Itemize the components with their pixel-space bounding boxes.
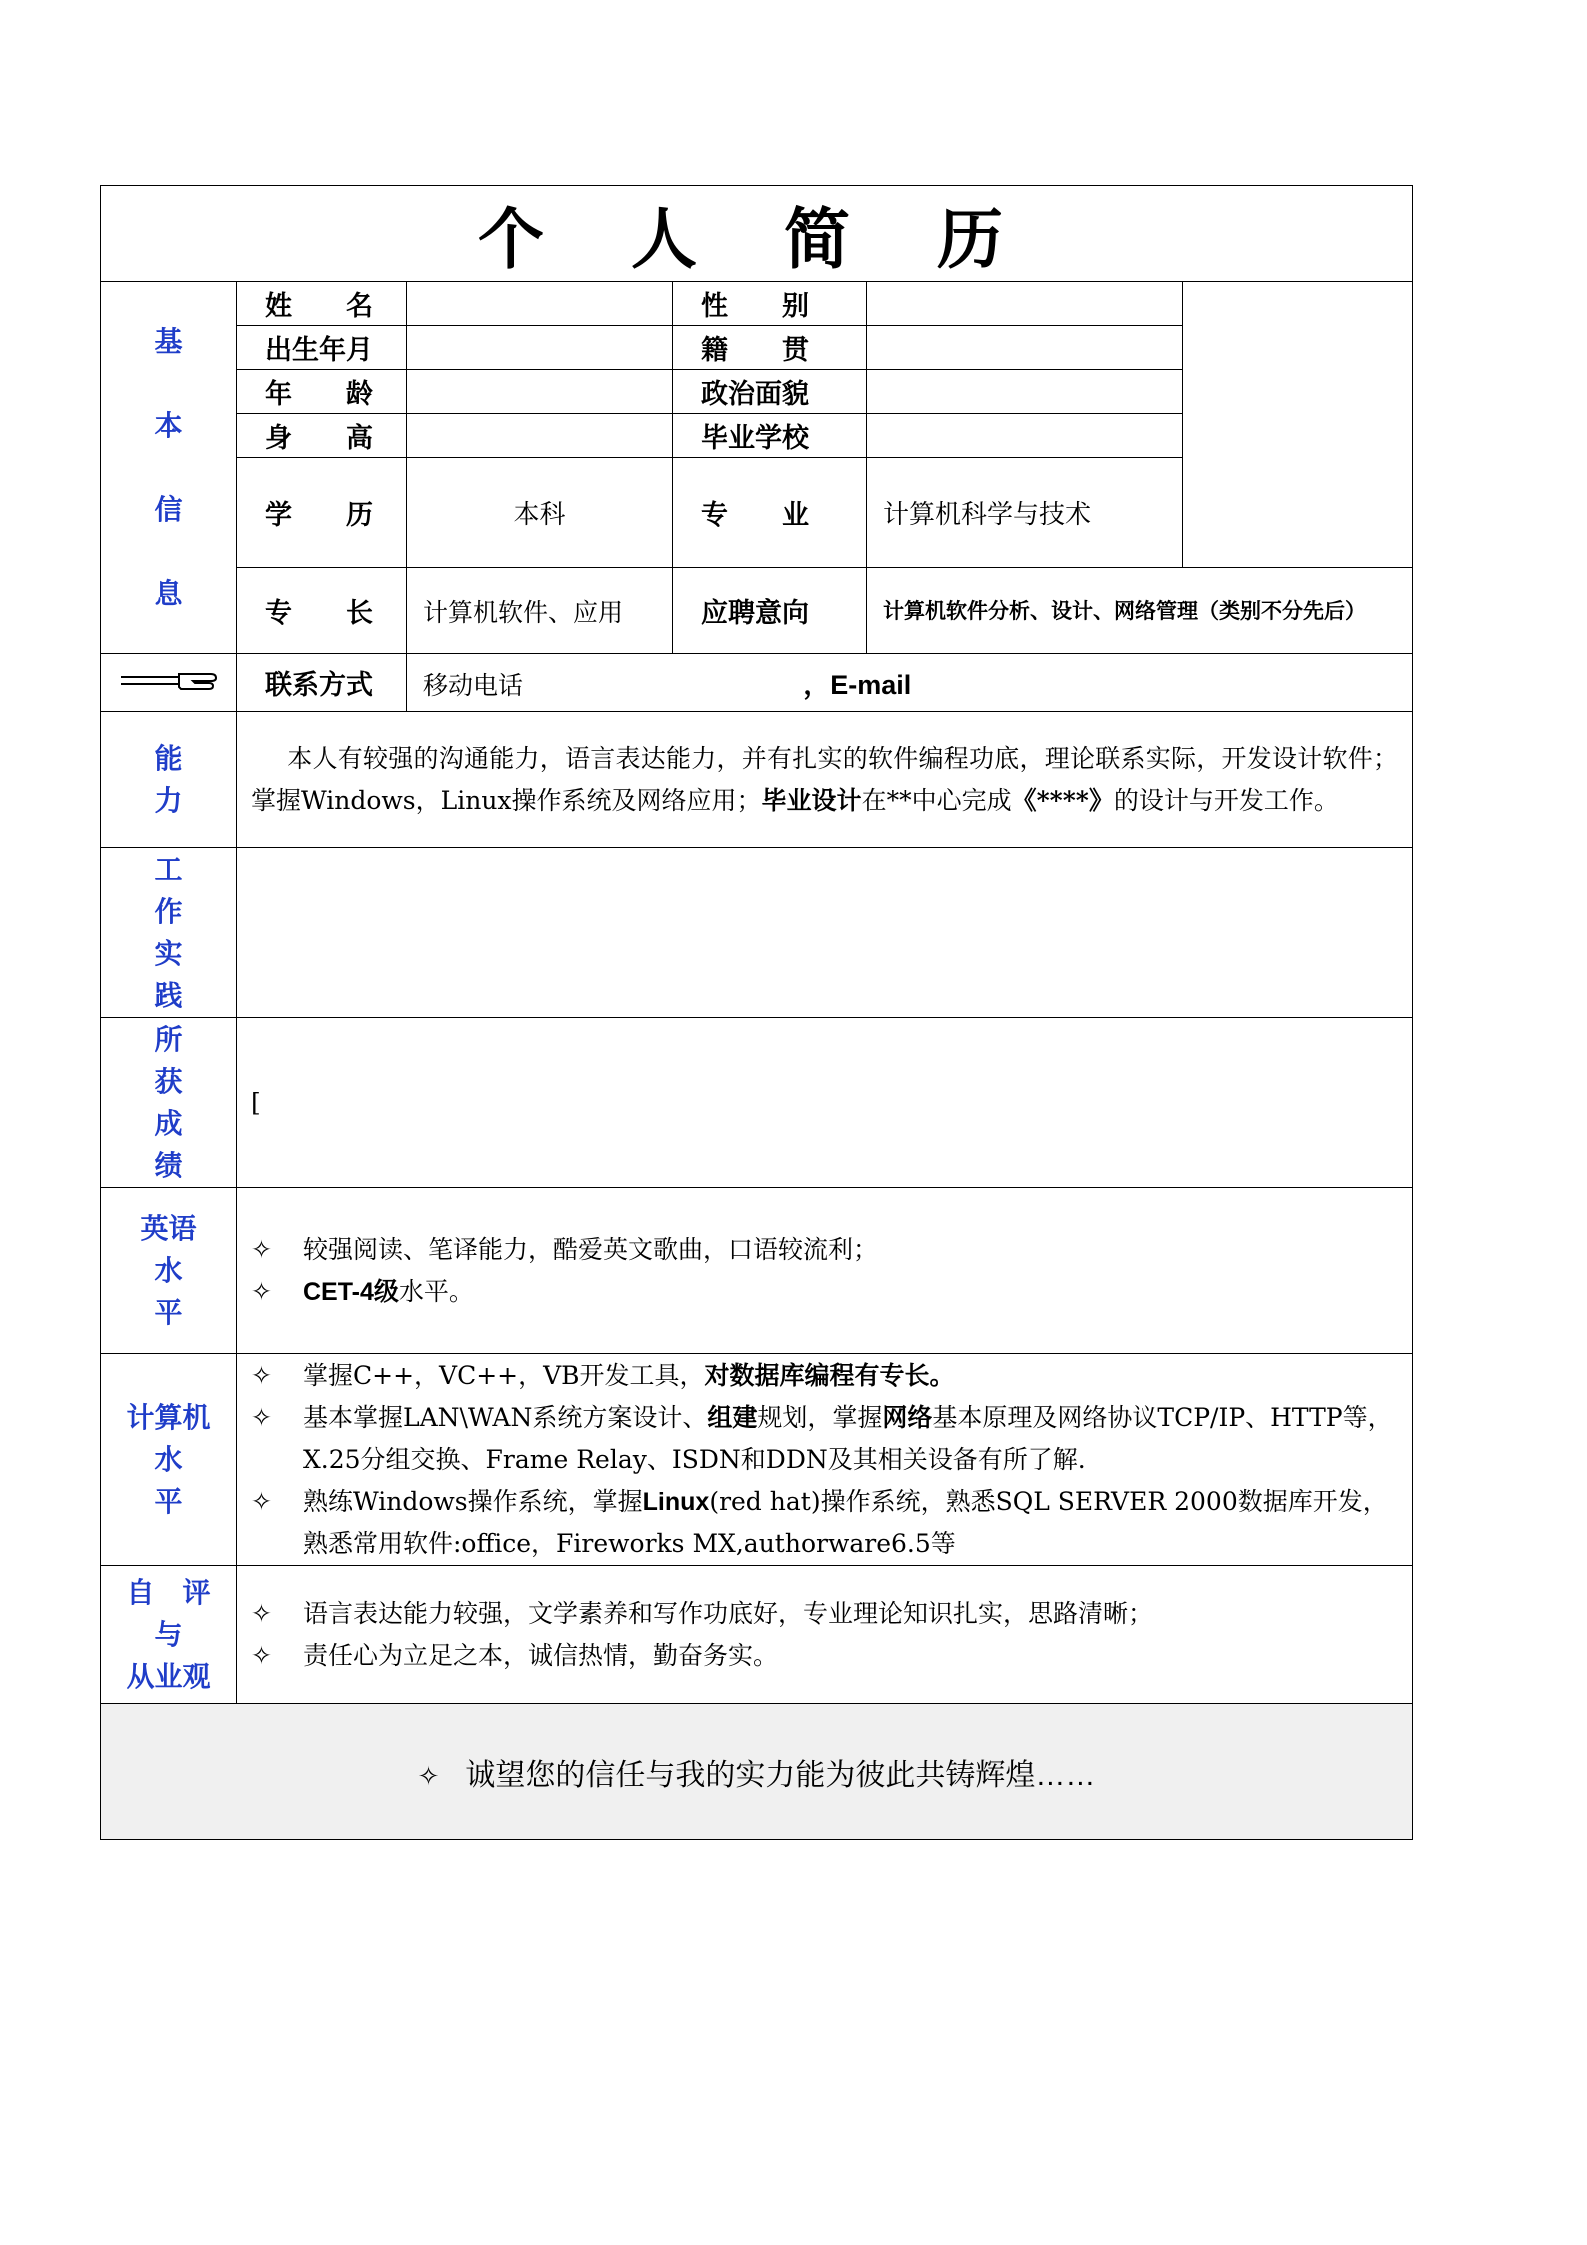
- intent-label: 应聘意向: [673, 568, 867, 654]
- photo-box: [1183, 282, 1413, 568]
- work-content[interactable]: [237, 848, 1413, 1018]
- birth-field[interactable]: [407, 326, 673, 370]
- bullet-icon: ✧: [251, 1598, 272, 1628]
- section-label-work: 工 作 实 践: [101, 848, 237, 1018]
- major-label: 专 业: [673, 458, 867, 568]
- native-field[interactable]: [867, 326, 1183, 370]
- height-label: 身 高: [237, 414, 407, 458]
- contact-email-label: ，E-mail: [803, 670, 912, 700]
- bullet-icon: ✧: [251, 1402, 272, 1432]
- english-content: [237, 1188, 1413, 1354]
- education-label: 学 历: [237, 458, 407, 568]
- list-item: ✧ 语言表达能力较强，文学素养和写作功底好，专业理论知识扎实，思路清晰；: [251, 1593, 1402, 1635]
- section-label-computer: 计算机 水 平: [101, 1354, 237, 1566]
- major-value: 计算机科学与技术: [867, 458, 1183, 568]
- section-label-self: 自 评 与 从业观: [101, 1566, 237, 1704]
- section-label-english: 英语 水 平: [101, 1188, 237, 1354]
- closing-text: 诚望您的信任与我的实力能为彼此共铸辉煌……: [465, 1758, 1096, 1792]
- bullet-icon: ✧: [417, 1761, 440, 1792]
- height-field[interactable]: [407, 414, 673, 458]
- list-item: ✧ 基本掌握LAN\WAN系统方案设计、组建规划，掌握网络基本原理及网络协议TCP/IP、HTTP等，X.25分组交换、Frame Relay、ISDN和DDN及其相关设备有所了解.: [251, 1397, 1402, 1481]
- bullet-icon: ✧: [251, 1234, 272, 1264]
- political-label: 政治面貌: [673, 370, 867, 414]
- page-title: 个 人 简 历: [101, 186, 1413, 282]
- gender-field[interactable]: [867, 282, 1183, 326]
- bullet-icon: ✧: [251, 1640, 272, 1670]
- pointing-hand-icon: [119, 666, 219, 696]
- bullet-icon: ✧: [251, 1486, 272, 1516]
- resume-table: [100, 185, 1413, 1840]
- intent-value: 计算机软件分析、设计、网络管理（类别不分先后）: [867, 568, 1413, 654]
- name-label: 姓 名: [237, 282, 407, 326]
- political-field[interactable]: [867, 370, 1183, 414]
- closing-statement: [101, 1704, 1413, 1840]
- self-content: [237, 1566, 1413, 1704]
- list-item: ✧ 较强阅读、笔译能力，酷爱英文歌曲，口语较流利；: [251, 1229, 1402, 1271]
- ability-text: 本人有较强的沟通能力，语言表达能力，并有扎实的软件编程功底，理论联系实际，开发设计软件；掌握Windows，Linux操作系统及网络应用；毕业设计在**中心完成《****》的设计与开发工作。: [237, 712, 1413, 848]
- awards-content[interactable]: [: [237, 1018, 1413, 1188]
- section-label-basic: 基 本 信 息: [101, 282, 237, 654]
- section-label-ability: 能 力: [101, 712, 237, 848]
- list-item: ✧ 责任心为立足之本，诚信热情，勤奋务实。: [251, 1635, 1402, 1677]
- name-field[interactable]: [407, 282, 673, 326]
- gender-label: 性 别: [673, 282, 867, 326]
- age-label: 年 龄: [237, 370, 407, 414]
- list-item: ✧ CET-4级水平。: [251, 1271, 1402, 1313]
- title-row: [101, 186, 1413, 282]
- school-field[interactable]: [867, 414, 1183, 458]
- birth-label: 出生年月: [237, 326, 407, 370]
- contact-phone-label: 移动电话: [423, 671, 524, 700]
- native-label: 籍 贯: [673, 326, 867, 370]
- computer-content: [237, 1354, 1413, 1566]
- specialty-label: 专 长: [237, 568, 407, 654]
- specialty-value: 计算机软件、应用: [407, 568, 673, 654]
- bullet-icon: ✧: [251, 1360, 272, 1390]
- age-field[interactable]: [407, 370, 673, 414]
- school-label: 毕业学校: [673, 414, 867, 458]
- section-label-awards: 所 获 成 绩: [101, 1018, 237, 1188]
- education-value: 本科: [407, 458, 673, 568]
- bullet-icon: ✧: [251, 1276, 272, 1306]
- list-item: ✧ 掌握C++，VC++，VB开发工具，对数据库编程有专长。: [251, 1355, 1402, 1397]
- contact-icon-cell: [101, 654, 237, 712]
- contact-label: 联系方式: [237, 654, 407, 712]
- list-item: ✧ 熟练Windows操作系统，掌握Linux(red hat)操作系统，熟悉SQL SERVER 2000数据库开发， 熟悉常用软件:office，Fireworks MX,authorware6.5等: [251, 1481, 1402, 1565]
